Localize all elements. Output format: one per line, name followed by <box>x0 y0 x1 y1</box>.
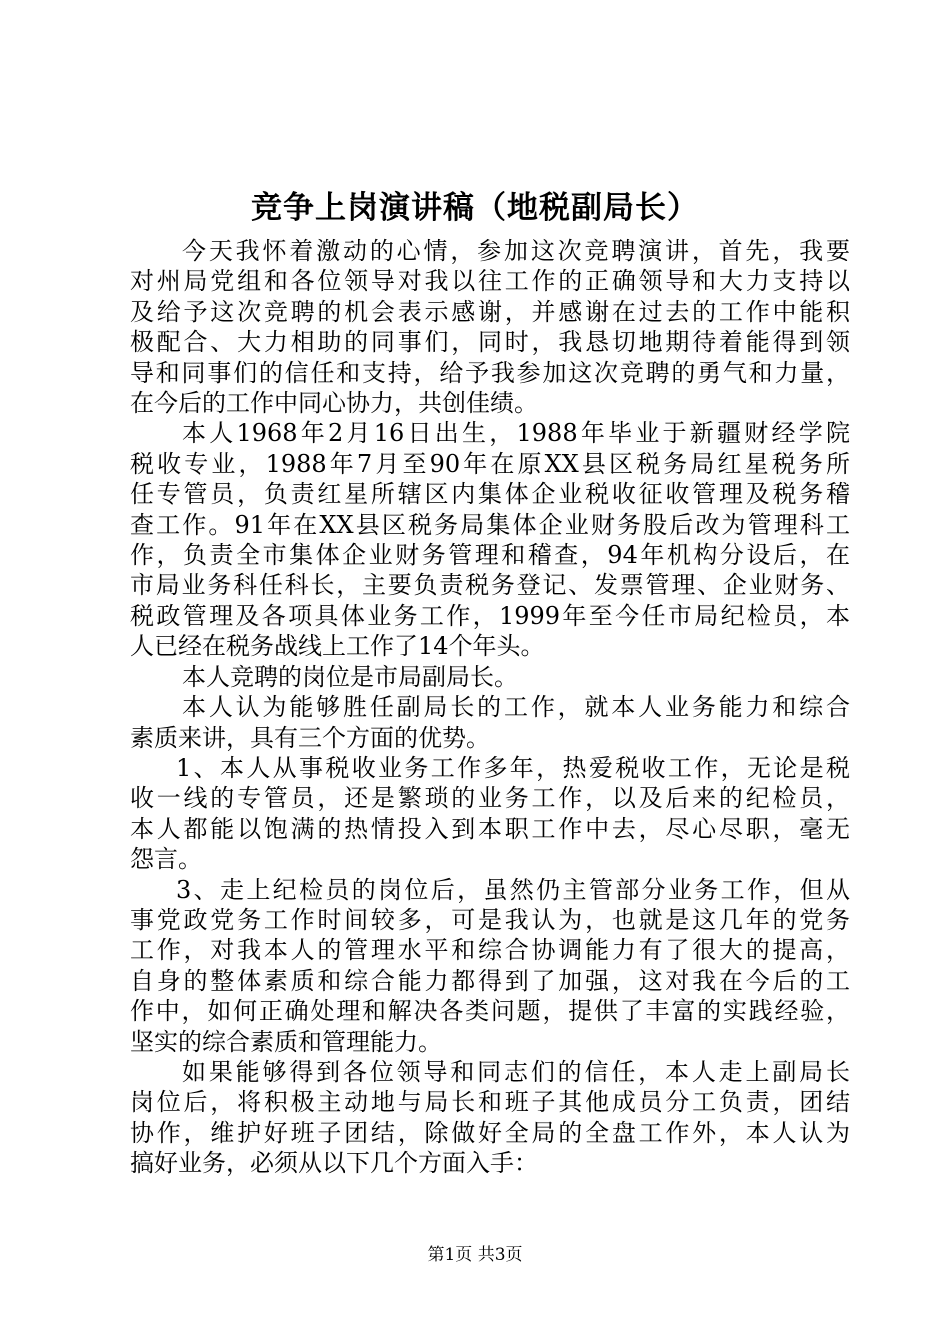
text-line: 税收专业，1988年7月至90年在原XX县区税务局红星税务所 <box>130 449 850 478</box>
text-line: 收一线的专管员，还是繁琐的业务工作，以及后来的纪检员， <box>130 784 850 813</box>
text-line: 怨言。 <box>130 845 202 874</box>
paragraph-position <box>130 662 850 692</box>
paragraph-strength-3 <box>130 875 850 1057</box>
text-line: 工作，对我本人的管理水平和综合协调能力有了很大的提高， <box>130 936 850 965</box>
text-line: 本人1968年2月16日出生，1988年毕业于新疆财经学院 <box>182 419 850 448</box>
text-line: 导和同事们的信任和支持，给予我参加这次竞聘的勇气和力量， <box>130 358 850 387</box>
document-title: 竞争上岗演讲稿（地税副局长） <box>251 190 699 226</box>
document-body <box>130 236 850 1179</box>
paragraph-strengths-intro <box>130 692 850 753</box>
text-line: 坚实的综合素质和管理能力。 <box>130 1027 442 1056</box>
text-line: 作中，如何正确处理和解决各类问题，提供了丰富的实践经验， <box>130 997 850 1026</box>
text-line: 人已经在税务战线上工作了14个年头。 <box>130 632 545 661</box>
text-line: 极配合、大力相助的同事们，同时，我恳切地期待着能得到领 <box>130 328 850 357</box>
text-line: 本人竞聘的岗位是市局副局长。 <box>182 662 518 691</box>
text-line: 1、本人从事税收业务工作多年，热爱税收工作，无论是税 <box>176 753 850 782</box>
text-line: 及给予这次竞聘的机会表示感谢，并感谢在过去的工作中能积 <box>130 297 850 326</box>
paragraph-strength-1 <box>130 753 850 875</box>
text-line: 对州局党组和各位领导对我以往工作的正确领导和大力支持以 <box>130 267 850 296</box>
text-line: 查工作。91年在XX县区税务局集体企业财务股后改为管理科工 <box>130 510 850 539</box>
text-line: 市局业务科任科长，主要负责税务登记、发票管理、企业财务、 <box>130 571 850 600</box>
text-line: 搞好业务，必须从以下几个方面入手： <box>130 1149 538 1178</box>
text-line: 任专管员，负责红星所辖区内集体企业税收征收管理及税务稽 <box>130 480 850 509</box>
paragraph-resume <box>130 418 850 661</box>
text-line: 协作，维护好班子团结，除做好全局的全盘工作外，本人认为 <box>130 1118 850 1147</box>
text-line: 今天我怀着激动的心情，参加这次竞聘演讲，首先，我要 <box>182 237 850 265</box>
text-line: 事党政党务工作时间较多，可是我认为，也就是这几年的党务 <box>130 905 850 934</box>
page-number-footer: 第1页 共3页 <box>427 1245 523 1265</box>
text-line: 本人认为能够胜任副局长的工作，就本人业务能力和综合 <box>182 693 850 722</box>
text-line: 岗位后，将积极主动地与局长和班子其他成员分工负责，团结 <box>130 1088 850 1117</box>
text-line: 自身的整体素质和综合能力都得到了加强，这对我在今后的工 <box>130 966 850 995</box>
text-line: 如果能够得到各位领导和同志们的信任，本人走上副局长 <box>182 1057 850 1086</box>
text-line: 作，负责全市集体企业财务管理和稽查，94年机构分设后，在 <box>130 541 850 570</box>
text-line: 税政管理及各项具体业务工作，1999年至今任市局纪检员，本 <box>130 601 850 630</box>
text-line: 3、走上纪检员的岗位后，虽然仍主管部分业务工作，但从 <box>176 875 850 904</box>
text-line: 本人都能以饱满的热情投入到本职工作中去，尽心尽职，毫无 <box>130 814 850 843</box>
text-line: 素质来讲，具有三个方面的优势。 <box>130 723 490 752</box>
text-line: 在今后的工作中同心协力，共创佳绩。 <box>130 389 538 418</box>
paragraph-plan <box>130 1057 850 1179</box>
paragraph-opening <box>130 236 850 418</box>
